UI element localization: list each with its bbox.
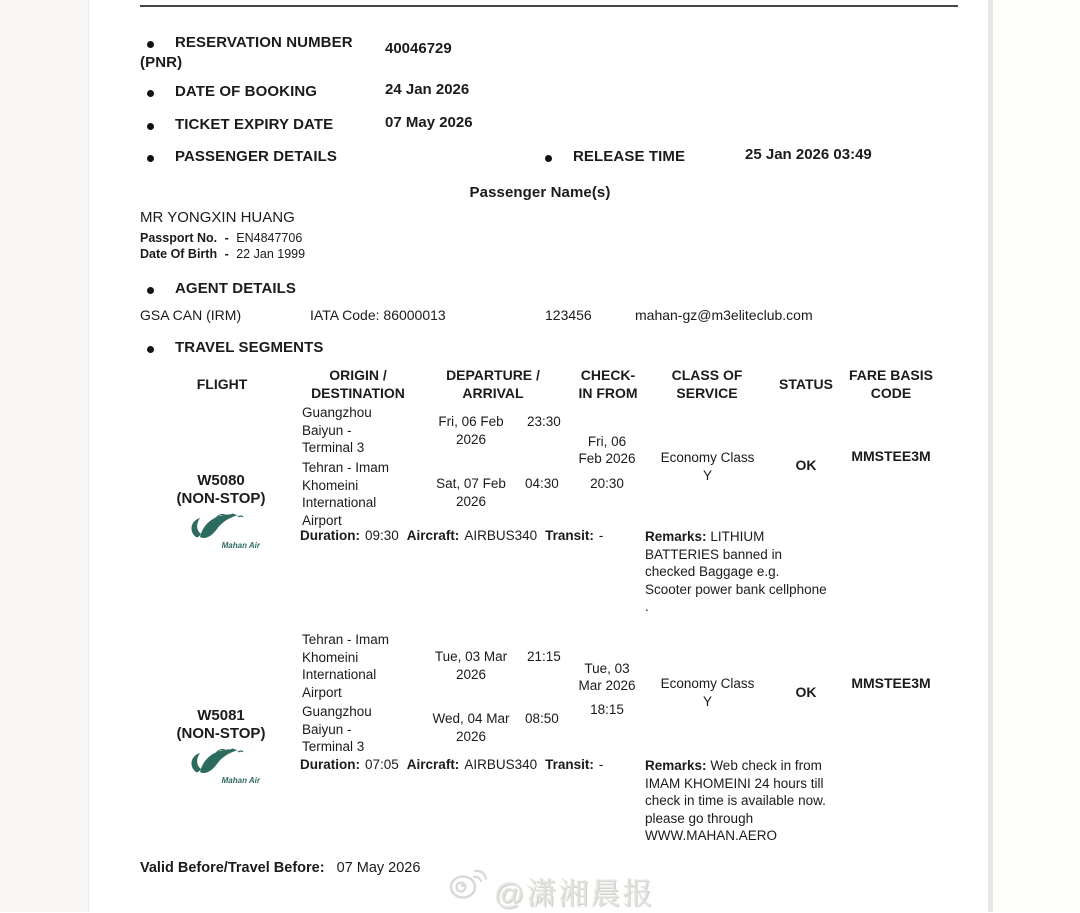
page-right-margin [993,0,1080,912]
bullet-icon [147,123,154,130]
segment1-departure-date: Fri, 06 Feb 2026 [438,414,504,447]
birth-label: Date Of Birth [140,247,218,261]
segment1-destination: Tehran - Imam Khomeini International Airport [302,460,390,528]
segment2-origin: Tehran - Imam Khomeini International Airport [302,632,390,700]
passenger-name: MR YONGXIN HUANG [140,209,295,226]
passenger-details-label: PASSENGER DETAILS [175,148,337,165]
valid-before-value: 07 May 2026 [336,860,421,876]
segment1-origin: Guangzhou Baiyun - Terminal 3 [302,405,372,455]
segment2-remarks: Remarks: Web check in from IMAM KHOMEINI 24 hours till check in time is available now. please go through WWW.MAHAN.AERO [645,758,826,843]
press-watermark: @潇湘晨报 [494,878,655,911]
segment2-arrival-date: Wed, 04 Mar 2026 [432,711,510,744]
page-left-margin [0,0,89,912]
col-header-status: STATUS [779,376,833,392]
weibo-icon [448,867,488,901]
pnr-label-wrap: (PNR) [140,54,183,71]
ticket-expiry-label: TICKET EXPIRY DATE [175,116,334,133]
agent-name: GSA CAN (IRM) [140,307,242,323]
col-header-checkin-from: CHECK- IN FROM [578,367,638,401]
agent-details-label: AGENT DETAILS [175,280,297,297]
agent-iata: IATA Code: 86000013 [310,307,446,323]
birth-row [140,247,305,261]
col-header-origin-destination: ORIGIN / DESTINATION [311,367,405,401]
bullet-icon [147,90,154,97]
segment1-fare-basis: MMSTEE3M [851,448,931,464]
agent-code: 123456 [545,307,592,323]
bullet-icon [147,155,154,162]
segment2-class-of-service: Economy Class Y [660,676,755,709]
mahan-air-logo-label: Mahan Air [221,776,260,785]
bullet-icon [545,155,552,162]
valid-before-row [140,860,420,876]
col-header-class-of-service: CLASS OF SERVICE [671,367,743,401]
pnr-value: 40046729 [385,40,452,57]
col-header-departure-arrival: DEPARTURE / ARRIVAL [446,367,540,401]
segment2-checkin-date-l1: Tue, 03 [584,661,630,676]
ticket-expiry-value: 07 May 2026 [385,114,473,131]
segment2-status: OK [795,684,817,700]
mahan-air-logo-label: Mahan Air [221,541,260,550]
segment2-departure-date: Tue, 03 Mar 2026 [434,649,508,682]
segment1-duration-row: Duration: 09:30 Aircraft: AIRBUS340 Transit: - [300,528,604,543]
birth-dash: - [224,247,229,261]
col-header-flight: FLIGHT [196,376,248,392]
agent-email: mahan-gz@m3eliteclub.com [635,307,813,323]
passport-row [140,231,302,245]
segment1-checkin-date-l1: Fri, 06 [587,434,627,449]
bullet-icon [147,41,154,48]
segment2-fare-basis: MMSTEE3M [851,675,931,691]
passenger-names-title: Passenger Name(s) [469,184,611,201]
segment1-checkin-date-l2: Feb 2026 [578,451,636,466]
segment1-remarks: Remarks: LITHIUM BATTERIES banned in checked Baggage e.g. Scooter power bank cellphone . [645,529,827,614]
date-of-booking-value: 24 Jan 2026 [385,81,470,98]
release-time-label: RELEASE TIME [573,148,686,165]
passport-value: EN4847706 [236,231,303,245]
col-header-fare-basis-code: FARE BASIS CODE [848,367,933,401]
segment1-departure-time: 23:30 [527,414,561,429]
segment1-arrival-date: Sat, 07 Feb 2026 [436,476,506,509]
segment1-flight-number: W5080 (NON-STOP) [176,472,266,507]
mahan-air-logo [186,745,260,785]
travel-segments-label: TRAVEL SEGMENTS [175,339,324,356]
segment2-checkin-time: 18:15 [590,702,624,717]
top-divider-rule [140,5,958,7]
segment2-arrival-time: 08:50 [525,711,559,726]
segment2-checkin-date-l2: Mar 2026 [578,678,636,693]
segment2-duration-row: Duration: 07:05 Aircraft: AIRBUS340 Transit: - [300,757,604,772]
release-time-value: 25 Jan 2026 03:49 [745,146,872,163]
segment1-status: OK [795,457,817,473]
bullet-icon [147,287,154,294]
segment2-destination: Guangzhou Baiyun - Terminal 3 [302,704,372,754]
birth-value: 22 Jan 1999 [236,247,306,261]
passport-label: Passport No. [140,231,218,245]
passport-dash: - [224,231,229,245]
bullet-icon [147,346,154,353]
valid-before-label: Valid Before/Travel Before: [140,860,325,876]
segment2-departure-time: 21:15 [527,649,561,664]
mahan-air-logo [186,510,260,550]
segment1-arrival-time: 04:30 [525,476,559,491]
segment2-flight-number: W5081 (NON-STOP) [176,707,266,742]
segment1-class-of-service: Economy Class Y [660,450,755,483]
segment1-checkin-time: 20:30 [590,476,624,491]
pnr-label: RESERVATION NUMBER [175,34,353,51]
date-of-booking-label: DATE OF BOOKING [175,83,318,100]
